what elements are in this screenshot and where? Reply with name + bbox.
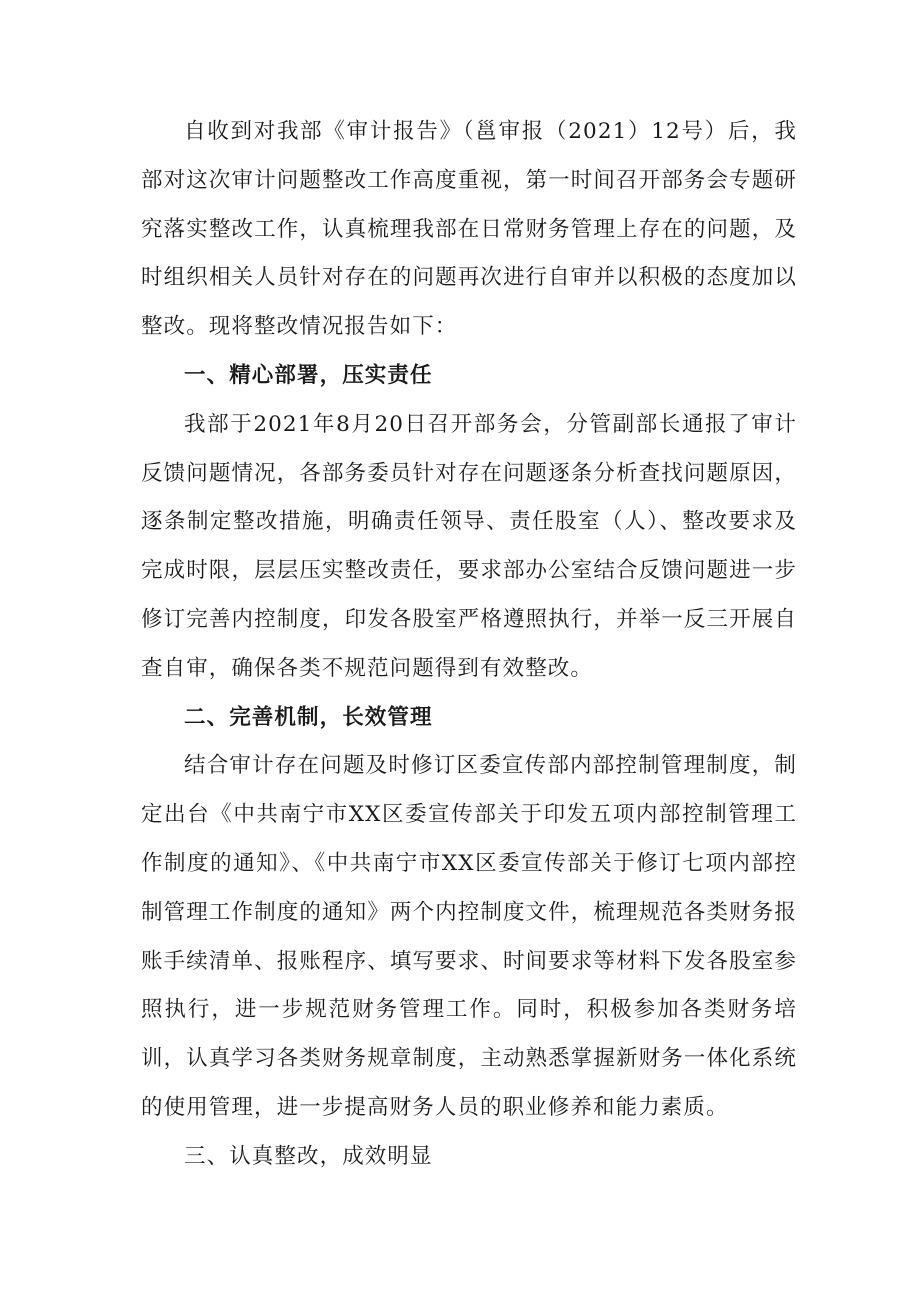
document-body (141, 108, 797, 1182)
section-heading-1: 一、精心部署，压实责任 (184, 362, 433, 388)
section-2-paragraph: 结合审计存在问题及时修订区委宣传部内部控制管理制度，制定出台《中共南宁市XX区委宣传部关于印发五项内部控制管理工作制度的通知》、《中共南宁市XX区委宣传部关于修订七项内部控制管理工作制度的通知》两个内控制度文件，梳理规范各类财务报账手续清单、报账程序、填写要求、时间要求等材料下发各股室参照执行，进一步规范财务管理工作。同时，积极参加各类财务培训，认真学习各类财务规章制度，主动熟悉掌握新财务一体化系统的使用管理，进一步提高财务人员的职业修养和能力素质。 (141, 753, 797, 1120)
section-1-paragraph: 我部于2021年8月20日召开部务会，分管副部长通报了审计反馈问题情况，各部务委员针对存在问题逐条分析查找问题原因，逐条制定整改措施，明确责任领导、责任股室（人）、整改要求及完成时限，层层压实整改责任，要求部办公室结合反馈问题进一步修订完善内控制度，印发各股室严格遵照执行，并举一反三开展自查自审，确保各类不规范问题得到有效整改。 (141, 411, 797, 681)
intro-paragraph: 自收到对我部《审计报告》（邕审报（2021）12号）后，我部对这次审计问题整改工作高度重视，第一时间召开部务会专题研究落实整改工作，认真梳理我部在日常财务管理上存在的问题，及时组织相关人员针对存在的问题再次进行自审并以积极的态度加以整改。现将整改情况报告如下： (141, 119, 797, 340)
section-heading-3: 三、认真整改，成效明显 (184, 1143, 433, 1169)
section-heading-2: 二、完善机制，长效管理 (184, 704, 433, 730)
